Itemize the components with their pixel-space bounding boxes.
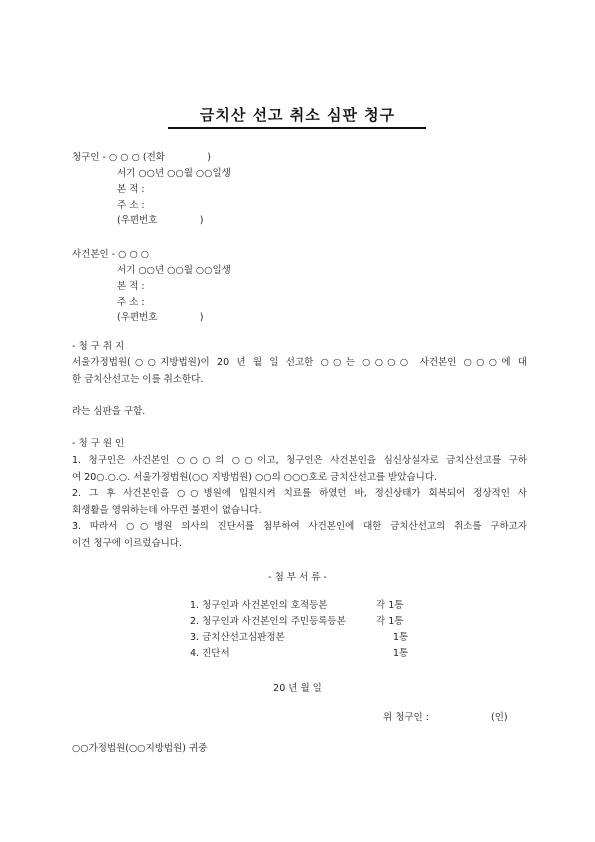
principal-line: 사건본인 - ○ ○ ○ (72, 249, 150, 260)
purpose-closing: 라는 심판을 구함. (72, 406, 146, 417)
attachment-name: 2. 청구인과 사건본인의 주민등록등본 (190, 616, 346, 627)
court-addressee: ○○가정법원(○○지방법원) 귀중 (72, 743, 208, 754)
attachment-count: 1통 (393, 632, 409, 643)
attachment-count: 각 1통 (376, 600, 404, 611)
principal-postal: (우편번호 ) (117, 312, 204, 323)
attachments-heading: - 첨 부 서 류 - (268, 572, 327, 583)
document-title: 금치산 선고 취소 심판 청구 (199, 106, 396, 124)
title-underline (168, 127, 426, 129)
attachment-count: 각 1통 (376, 616, 404, 627)
petitioner-postal: (우편번호 ) (117, 215, 204, 226)
cause-text-line: 이건 청구에 이르렀습니다. (72, 538, 183, 549)
signature-label: 위 청구인 : (383, 712, 429, 723)
purpose-text-line: 한 금치산선고는 이를 취소한다. (72, 374, 204, 385)
cause-text-line: 여 20○.○.○. 서울가정법원(○○ 지방법원) ○○의 ○○○호로 금치산선고를 받았습니다. (72, 472, 438, 483)
petitioner-address: 주 소 : (117, 200, 145, 211)
attachment-count: 1통 (393, 648, 409, 659)
attachment-name: 4. 진단서 (190, 648, 230, 659)
cause-text-line: 1. 청구인은 사건본인 ○○○의 ○○이고, 청구인은 사건본인을 심신상실자로 금치산선고를 구하 (72, 455, 527, 466)
petitioner-birth: 서기 ○○년 ○○월 ○○일생 (117, 168, 231, 179)
petitioner-origin: 본 적 : (117, 184, 145, 195)
cause-text-line: 회생활을 영위하는데 아무런 불편이 없습니다. (72, 505, 262, 516)
date-line: 20 년 월 일 (273, 683, 322, 694)
cause-heading: - 청 구 원 인 (72, 438, 125, 449)
cause-text-line: 3. 따라서 ○○병원 의사의 진단서를 첨부하여 사건본인에 대한 금치산선고의 취소를 구하고자 (72, 521, 527, 532)
principal-birth: 서기 ○○년 ○○월 ○○일생 (117, 265, 231, 276)
signature-seal: (인) (491, 712, 508, 723)
cause-text-line: 2. 그 후 사건본인을 ○○병원에 입원시켜 치료를 하였던 바, 정신상태가 회복되어 정상적인 사 (72, 488, 527, 499)
purpose-text-line: 서울가정법원(○○지방법원)이 20 년 월 일 선고한 ○○는 ○○○○ 사건본인 ○○○에 대 (72, 357, 527, 368)
principal-origin: 본 적 : (117, 281, 145, 292)
petitioner-line: 청구인 - ○ ○ ○ (전화 ) (72, 152, 211, 163)
purpose-heading: - 청 구 취 지 (72, 341, 125, 352)
principal-address: 주 소 : (117, 297, 145, 308)
attachment-name: 3. 금치산선고심판정본 (190, 632, 285, 643)
attachment-name: 1. 청구인과 사건본인의 호적등본 (190, 600, 328, 611)
